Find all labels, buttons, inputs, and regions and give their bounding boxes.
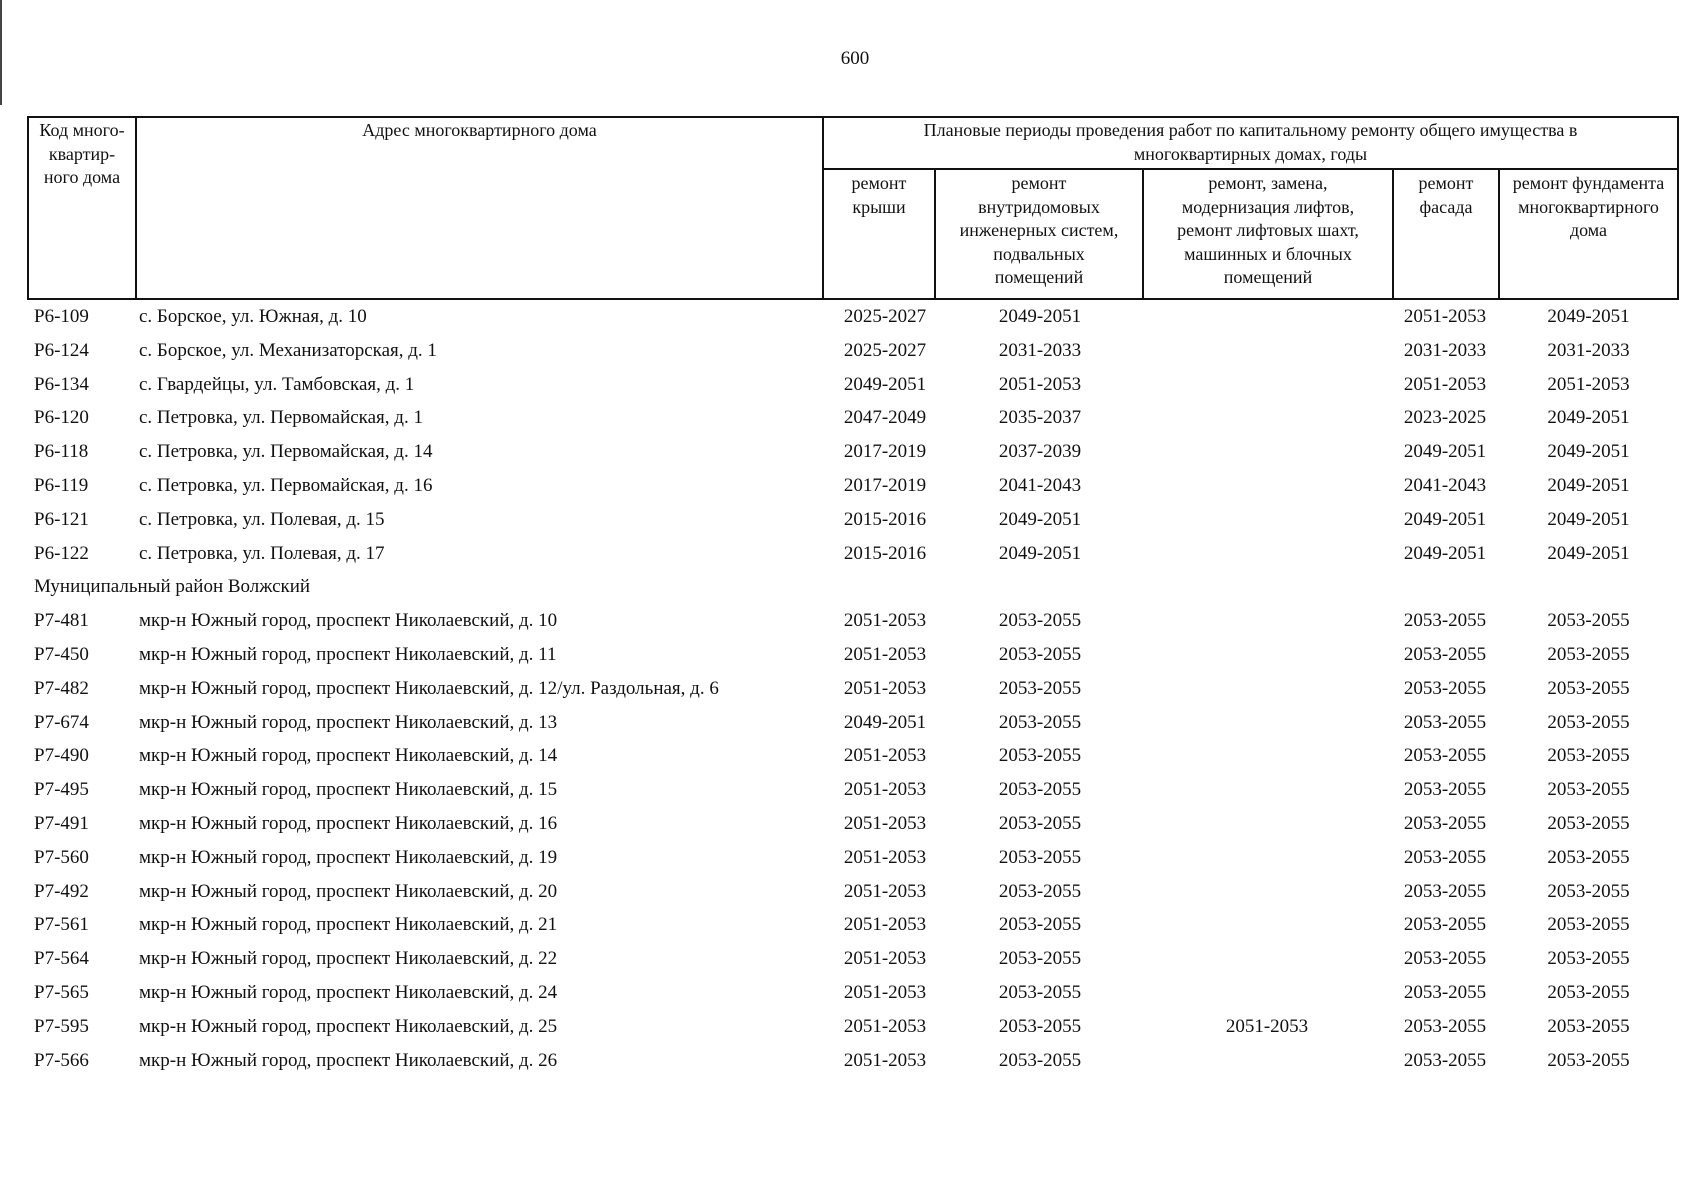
cell-roof: 2051-2053	[843, 610, 927, 632]
cell-foundation: 2053-2055	[1547, 880, 1630, 902]
cell-systems: 2031-2033	[998, 339, 1082, 361]
cell-foundation: 2051-2053	[1547, 373, 1630, 395]
header-sep-group-sub	[822, 168, 1679, 170]
cell-facade: 2053-2055	[1403, 779, 1487, 801]
cell-roof: 2015-2016	[843, 508, 927, 530]
cell-address: с. Петровка, ул. Полевая, д. 15	[139, 508, 385, 530]
cell-systems: 2053-2055	[998, 812, 1082, 834]
table-row	[0, 1044, 1704, 1078]
cell-address: с. Борское, ул. Механизаторская, д. 1	[139, 339, 437, 361]
cell-roof: 2051-2053	[843, 779, 927, 801]
table-row	[0, 908, 1704, 942]
header-systems: ремонт внутридомовых инженерных систем, подвальных помещений	[959, 173, 1119, 287]
cell-systems: 2053-2055	[998, 846, 1082, 868]
header-right-border	[1677, 116, 1679, 300]
cell-address: мкр-н Южный город, проспект Николаевский, д. 11	[139, 643, 557, 665]
cell-facade: 2053-2055	[1403, 711, 1487, 733]
cell-roof: 2051-2053	[843, 643, 927, 665]
cell-foundation: 2053-2055	[1547, 981, 1630, 1003]
table-row	[0, 739, 1704, 773]
cell-foundation: 2053-2055	[1547, 1015, 1630, 1037]
cell-facade: 2053-2055	[1403, 981, 1487, 1003]
cell-roof: 2025-2027	[843, 339, 927, 361]
cell-roof: 2051-2053	[843, 677, 927, 699]
header-periods-group: Плановые периоды проведения работ по капитальному ремонту общего имущества в многоквартирных домах, годы	[923, 120, 1578, 164]
cell-code: Р6-124	[34, 339, 89, 361]
cell-lifts: 2051-2053	[1225, 1015, 1309, 1037]
header-code: Код много- квартир- ного дома	[39, 120, 125, 187]
cell-address: мкр-н Южный город, проспект Николаевский, д. 10	[139, 610, 558, 632]
header-facade: ремонт фасада	[1418, 173, 1474, 217]
page-number: 600	[840, 48, 870, 69]
cell-address: мкр-н Южный город, проспект Николаевский, д. 24	[139, 981, 558, 1003]
cell-foundation: 2049-2051	[1547, 542, 1630, 564]
cell-address: мкр-н Южный город, проспект Николаевский, д. 14	[139, 745, 558, 767]
cell-address: с. Петровка, ул. Полевая, д. 17	[139, 542, 385, 564]
cell-systems: 2051-2053	[998, 373, 1082, 395]
cell-foundation: 2053-2055	[1547, 779, 1630, 801]
cell-systems: 2053-2055	[998, 677, 1082, 699]
table-row	[0, 334, 1704, 368]
cell-address: мкр-н Южный город, проспект Николаевский, д. 22	[139, 948, 558, 970]
header-top-border	[27, 116, 1679, 118]
cell-address: мкр-н Южный город, проспект Николаевский, д. 12/ул. Раздольная, д. 6	[139, 677, 719, 699]
table-row	[0, 976, 1704, 1010]
district-label: Муниципальный район Волжский	[34, 576, 311, 598]
cell-systems: 2049-2051	[998, 508, 1082, 530]
cell-code: Р7-560	[34, 846, 89, 868]
cell-roof: 2051-2053	[843, 745, 927, 767]
cell-facade: 2053-2055	[1403, 610, 1487, 632]
cell-code: Р6-121	[34, 508, 89, 530]
cell-roof: 2051-2053	[843, 846, 927, 868]
cell-facade: 2053-2055	[1403, 1049, 1487, 1071]
table-row	[0, 300, 1704, 334]
table-row	[0, 672, 1704, 706]
cell-facade: 2023-2025	[1403, 407, 1487, 429]
cell-code: Р7-565	[34, 981, 89, 1003]
table-body	[0, 300, 1704, 1077]
cell-foundation: 2053-2055	[1547, 948, 1630, 970]
cell-facade: 2053-2055	[1403, 677, 1487, 699]
cell-foundation: 2049-2051	[1547, 441, 1630, 463]
cell-address: мкр-н Южный город, проспект Николаевский, д. 21	[139, 914, 558, 936]
cell-systems: 2053-2055	[998, 779, 1082, 801]
cell-systems: 2053-2055	[998, 1049, 1082, 1071]
table-row	[0, 368, 1704, 402]
cell-foundation: 2049-2051	[1547, 508, 1630, 530]
cell-roof: 2017-2019	[843, 441, 927, 463]
cell-facade: 2053-2055	[1403, 745, 1487, 767]
cell-foundation: 2053-2055	[1547, 846, 1630, 868]
cell-address: мкр-н Южный город, проспект Николаевский, д. 16	[139, 812, 558, 834]
cell-address: с. Гвардейцы, ул. Тамбовская, д. 1	[139, 373, 415, 395]
table-row	[0, 875, 1704, 909]
cell-roof: 2051-2053	[843, 1015, 927, 1037]
cell-systems: 2053-2055	[998, 1015, 1082, 1037]
cell-facade: 2049-2051	[1403, 542, 1487, 564]
cell-code: Р6-134	[34, 373, 89, 395]
table-row	[0, 469, 1704, 503]
cell-systems: 2041-2043	[998, 474, 1082, 496]
header-lifts: ремонт, замена, модернизация лифтов, ремонт лифтовых шахт, машинных и блочных помещений	[1177, 173, 1359, 287]
cell-facade: 2053-2055	[1403, 914, 1487, 936]
cell-address: с. Петровка, ул. Первомайская, д. 14	[139, 441, 433, 463]
cell-foundation: 2053-2055	[1547, 914, 1630, 936]
cell-roof: 2051-2053	[843, 812, 927, 834]
cell-facade: 2051-2053	[1403, 306, 1487, 327]
table-header	[27, 116, 1679, 300]
cell-systems: 2037-2039	[998, 441, 1082, 463]
cell-facade: 2049-2051	[1403, 508, 1487, 530]
cell-address: мкр-н Южный город, проспект Николаевский, д. 13	[139, 711, 558, 733]
cell-foundation: 2049-2051	[1547, 407, 1630, 429]
table-row	[0, 706, 1704, 740]
district-row	[0, 570, 1704, 604]
cell-systems: 2049-2051	[998, 542, 1082, 564]
cell-code: Р7-561	[34, 914, 89, 936]
cell-code: Р7-482	[34, 677, 89, 699]
cell-roof: 2049-2051	[843, 373, 927, 395]
cell-systems: 2035-2037	[998, 407, 1082, 429]
cell-systems: 2053-2055	[998, 914, 1082, 936]
header-foundation: ремонт фундамента многоквартирного дома	[1512, 173, 1665, 240]
cell-foundation: 2053-2055	[1547, 745, 1630, 767]
cell-roof: 2051-2053	[843, 981, 927, 1003]
cell-roof: 2051-2053	[843, 880, 927, 902]
cell-code: Р6-120	[34, 407, 89, 429]
cell-roof: 2051-2053	[843, 1049, 927, 1071]
table-row	[0, 604, 1704, 638]
cell-systems: 2053-2055	[998, 981, 1082, 1003]
cell-code: Р7-495	[34, 779, 89, 801]
table-row	[0, 503, 1704, 537]
cell-facade: 2053-2055	[1403, 812, 1487, 834]
table-row	[0, 942, 1704, 976]
cell-code: Р7-490	[34, 745, 89, 767]
cell-address: мкр-н Южный город, проспект Николаевский, д. 26	[139, 1049, 558, 1071]
cell-facade: 2049-2051	[1403, 441, 1487, 463]
table-row	[0, 1010, 1704, 1044]
cell-foundation: 2053-2055	[1547, 610, 1630, 632]
table-row	[0, 401, 1704, 435]
cell-roof: 2025-2027	[843, 306, 927, 327]
cell-code: Р6-122	[34, 542, 89, 564]
cell-address: с. Петровка, ул. Первомайская, д. 16	[139, 474, 433, 496]
cell-facade: 2053-2055	[1403, 948, 1487, 970]
cell-code: Р7-595	[34, 1015, 89, 1037]
cell-code: Р6-109	[34, 306, 89, 327]
cell-code: Р6-119	[34, 474, 89, 496]
cell-systems: 2053-2055	[998, 643, 1082, 665]
cell-systems: 2053-2055	[998, 745, 1082, 767]
header-address: Адрес многоквартирного дома	[362, 120, 597, 140]
cell-systems: 2049-2051	[998, 306, 1082, 327]
cell-systems: 2053-2055	[998, 711, 1082, 733]
table-row	[0, 807, 1704, 841]
header-roof: ремонт крыши	[851, 173, 907, 217]
cell-facade: 2053-2055	[1403, 846, 1487, 868]
cell-foundation: 2053-2055	[1547, 711, 1630, 733]
cell-foundation: 2053-2055	[1547, 812, 1630, 834]
cell-code: Р7-491	[34, 812, 89, 834]
cell-code: Р7-450	[34, 643, 89, 665]
cell-roof: 2015-2016	[843, 542, 927, 564]
cell-facade: 2053-2055	[1403, 880, 1487, 902]
cell-code: Р7-564	[34, 948, 89, 970]
cell-foundation: 2053-2055	[1547, 1049, 1630, 1071]
cell-foundation: 2053-2055	[1547, 677, 1630, 699]
cell-systems: 2053-2055	[998, 610, 1082, 632]
cell-code: Р6-118	[34, 441, 89, 463]
header-sep-code-address	[135, 116, 137, 300]
table-row	[0, 773, 1704, 807]
cell-address: мкр-н Южный город, проспект Николаевский, д. 20	[139, 880, 558, 902]
cell-foundation: 2053-2055	[1547, 643, 1630, 665]
cell-address: с. Борское, ул. Южная, д. 10	[139, 306, 367, 327]
cell-foundation: 2049-2051	[1547, 474, 1630, 496]
cell-facade: 2053-2055	[1403, 643, 1487, 665]
cell-systems: 2053-2055	[998, 880, 1082, 902]
cell-facade: 2053-2055	[1403, 1015, 1487, 1037]
cell-address: мкр-н Южный город, проспект Николаевский, д. 15	[139, 779, 558, 801]
cell-facade: 2051-2053	[1403, 373, 1487, 395]
cell-roof: 2051-2053	[843, 914, 927, 936]
cell-code: Р7-492	[34, 880, 89, 902]
table-row	[0, 435, 1704, 469]
cell-code: Р7-481	[34, 610, 89, 632]
cell-facade: 2041-2043	[1403, 474, 1487, 496]
cell-address: с. Петровка, ул. Первомайская, д. 1	[139, 407, 423, 429]
cell-roof: 2017-2019	[843, 474, 927, 496]
cell-foundation: 2049-2051	[1547, 306, 1630, 327]
cell-address: мкр-н Южный город, проспект Николаевский, д. 25	[139, 1015, 558, 1037]
cell-systems: 2053-2055	[998, 948, 1082, 970]
cell-roof: 2051-2053	[843, 948, 927, 970]
cell-address: мкр-н Южный город, проспект Николаевский, д. 19	[139, 846, 558, 868]
cell-facade: 2031-2033	[1403, 339, 1487, 361]
cell-roof: 2047-2049	[843, 407, 927, 429]
cell-code: Р7-566	[34, 1049, 89, 1071]
cell-roof: 2049-2051	[843, 711, 927, 733]
cell-foundation: 2031-2033	[1547, 339, 1630, 361]
table-row	[0, 537, 1704, 571]
cell-code: Р7-674	[34, 711, 89, 733]
table-row	[0, 841, 1704, 875]
table-row	[0, 638, 1704, 672]
